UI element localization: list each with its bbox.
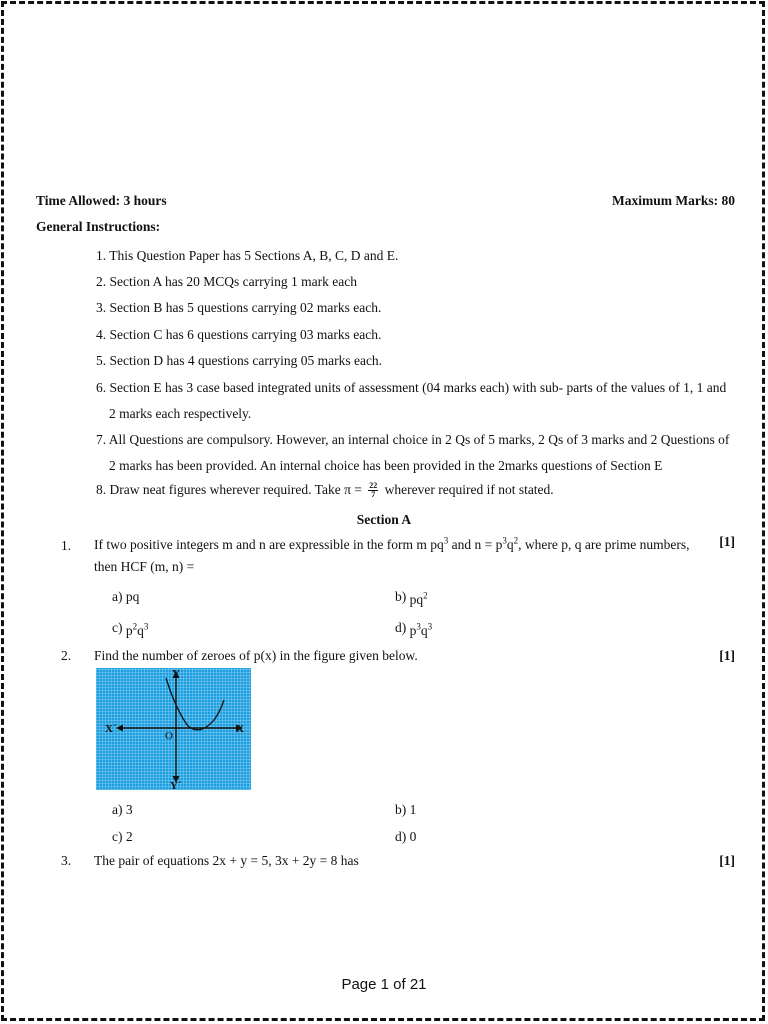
- polynomial-graph-figure: [96, 668, 251, 790]
- option-expression: [410, 592, 428, 607]
- y-label: Y: [172, 668, 180, 680]
- option-expression: [126, 623, 149, 638]
- general-instructions-heading: General Instructions:: [36, 219, 161, 234]
- x-axis-arrow-left: [116, 725, 123, 732]
- polynomial-curve: [166, 678, 224, 730]
- instruction-2: 2. Section A has 20 MCQs carrying 1 mark each: [96, 274, 357, 289]
- instruction-6: 6. Section E has 3 case based integrated units of assessment (04 marks each) with sub- parts of the values of 1, 1 and: [96, 380, 727, 395]
- question-number: 3.: [61, 853, 72, 868]
- q1-option-c: [112, 620, 148, 636]
- instruction-7-continued: 2 marks has been provided. An internal choice has been provided in the 2marks questions of Section E: [109, 458, 663, 473]
- origin-label: O: [165, 730, 173, 742]
- exponent: 3: [143, 621, 149, 632]
- y-prime-label: Y´: [170, 780, 182, 790]
- question-number: 1.: [61, 538, 72, 553]
- option-label: d): [395, 620, 410, 635]
- option-base: q: [420, 623, 428, 638]
- pi-fraction: [368, 482, 378, 499]
- q2-option-c: c) 2: [112, 829, 133, 844]
- question-1-text-line2: then HCF (m, n) =: [94, 559, 195, 574]
- instruction-1: 1. This Question Paper has 5 Sections A, B, C, D and E.: [96, 248, 399, 263]
- exponent: 3: [416, 621, 421, 632]
- exponent: 3: [502, 535, 507, 546]
- q1-option-b: [395, 589, 428, 605]
- page-number: Page 1 of 21: [341, 976, 427, 993]
- question-1-text-line1: [94, 537, 689, 553]
- instruction-8-text: 8. Draw neat figures wherever required. Take π =: [96, 482, 362, 497]
- option-base: q: [137, 623, 144, 638]
- q2-option-a: a) 3: [112, 802, 133, 817]
- question-1-text-part: If two positive integers m and n are expressible in the form m pq: [94, 537, 444, 552]
- x-prime-label: X´: [105, 723, 117, 735]
- section-title: Section A: [356, 512, 412, 527]
- question-number: 2.: [61, 648, 72, 663]
- option-label: c): [112, 620, 126, 635]
- option-base: p: [409, 623, 417, 638]
- maximum-marks: Maximum Marks: 80: [612, 193, 735, 208]
- instruction-5: 5. Section D has 4 questions carrying 05 marks each.: [96, 353, 383, 368]
- fraction-denominator: 7: [371, 490, 376, 500]
- question-1-marks: [1]: [719, 534, 735, 549]
- graph-svg: [96, 668, 251, 790]
- question-3-text: The pair of equations 2x + y = 5, 3x + 2y = 8 has: [94, 853, 359, 868]
- q1-option-a: a) pq: [112, 589, 140, 604]
- question-1-text-part: , where p, q are prime numbers,: [518, 537, 690, 552]
- option-base: pq: [409, 592, 424, 607]
- exponent: 2: [132, 621, 138, 632]
- exponent: 3: [427, 621, 433, 632]
- fraction-numerator: 22: [369, 481, 378, 491]
- instruction-4: 4. Section C has 6 questions carrying 03 marks each.: [96, 327, 382, 342]
- option-label: b): [395, 589, 410, 604]
- time-allowed: Time Allowed: 3 hours: [36, 193, 167, 208]
- option-base: p: [125, 623, 133, 638]
- option-expression: [410, 623, 433, 638]
- question-1-text-part: q: [506, 537, 514, 552]
- q1-option-d: [395, 620, 432, 636]
- instruction-7: 7. All Questions are compulsory. However, an internal choice in 2 Qs of 5 marks, 2 Qs of 3 marks and 2 Questions of: [96, 432, 730, 447]
- exponent: 2: [513, 535, 519, 546]
- question-2-marks: [1]: [719, 648, 735, 663]
- q2-option-b: b) 1: [395, 802, 417, 817]
- exponent: 3: [443, 535, 449, 546]
- instruction-6-continued: 2 marks each respectively.: [109, 406, 252, 421]
- instruction-8: [96, 482, 554, 499]
- q2-option-d: d) 0: [395, 829, 417, 844]
- instruction-8-tail: wherever required if not stated.: [384, 482, 554, 497]
- instruction-3: 3. Section B has 5 questions carrying 02 marks each.: [96, 300, 382, 315]
- question-2-text: Find the number of zeroes of p(x) in the figure given below.: [94, 648, 418, 663]
- question-1-text-part: and n = p: [448, 537, 503, 552]
- question-3-marks: [1]: [719, 853, 735, 868]
- x-label: X: [236, 723, 244, 735]
- exponent: 2: [423, 590, 428, 601]
